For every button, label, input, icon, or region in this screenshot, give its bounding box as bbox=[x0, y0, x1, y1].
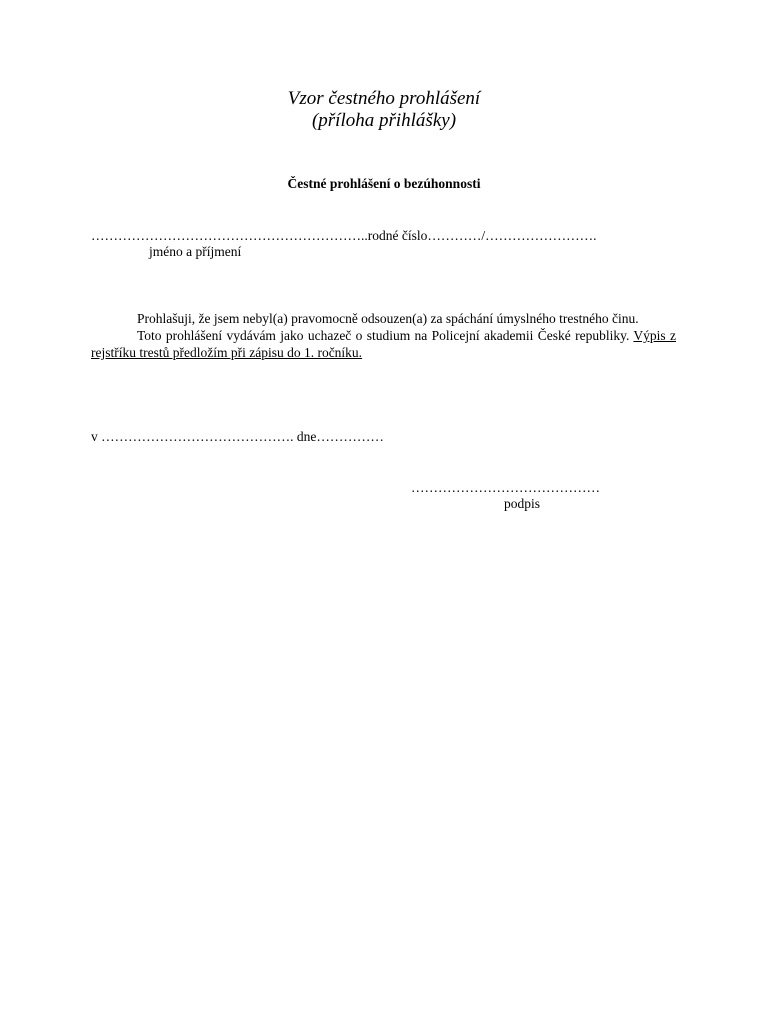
declaration-paragraph-2 bbox=[91, 327, 676, 361]
criminal-record-note: Výpis z rejstříku trestů předložím při zápisu do 1. ročníku. bbox=[91, 328, 676, 360]
declaration-heading: Čestné prohlášení o bezúhonnosti bbox=[287, 176, 481, 191]
signature-line: …………………………………… bbox=[411, 480, 600, 495]
name-caption: jméno a příjmení bbox=[149, 244, 242, 259]
document-subtitle: (příloha přihlášky) bbox=[311, 110, 457, 131]
signature-caption: podpis bbox=[503, 496, 540, 511]
place-date-field: v ……………………………………. dne…………… bbox=[91, 429, 384, 444]
declaration-body bbox=[91, 310, 676, 361]
declaration-paragraph-2-text: Toto prohlášení vydávám jako uchazeč o studium na Policejní akademii České republiky. bbox=[137, 328, 634, 343]
name-birth-number-field: ……………………………………………………..rodné číslo…………/……………………. bbox=[91, 228, 597, 243]
declaration-paragraph-1: Prohlašuji, že jsem nebyl(a) pravomocně odsouzen(a) za spáchání úmyslného trestného činu. bbox=[137, 311, 639, 326]
document-title: Vzor čestného prohlášení bbox=[287, 88, 481, 109]
